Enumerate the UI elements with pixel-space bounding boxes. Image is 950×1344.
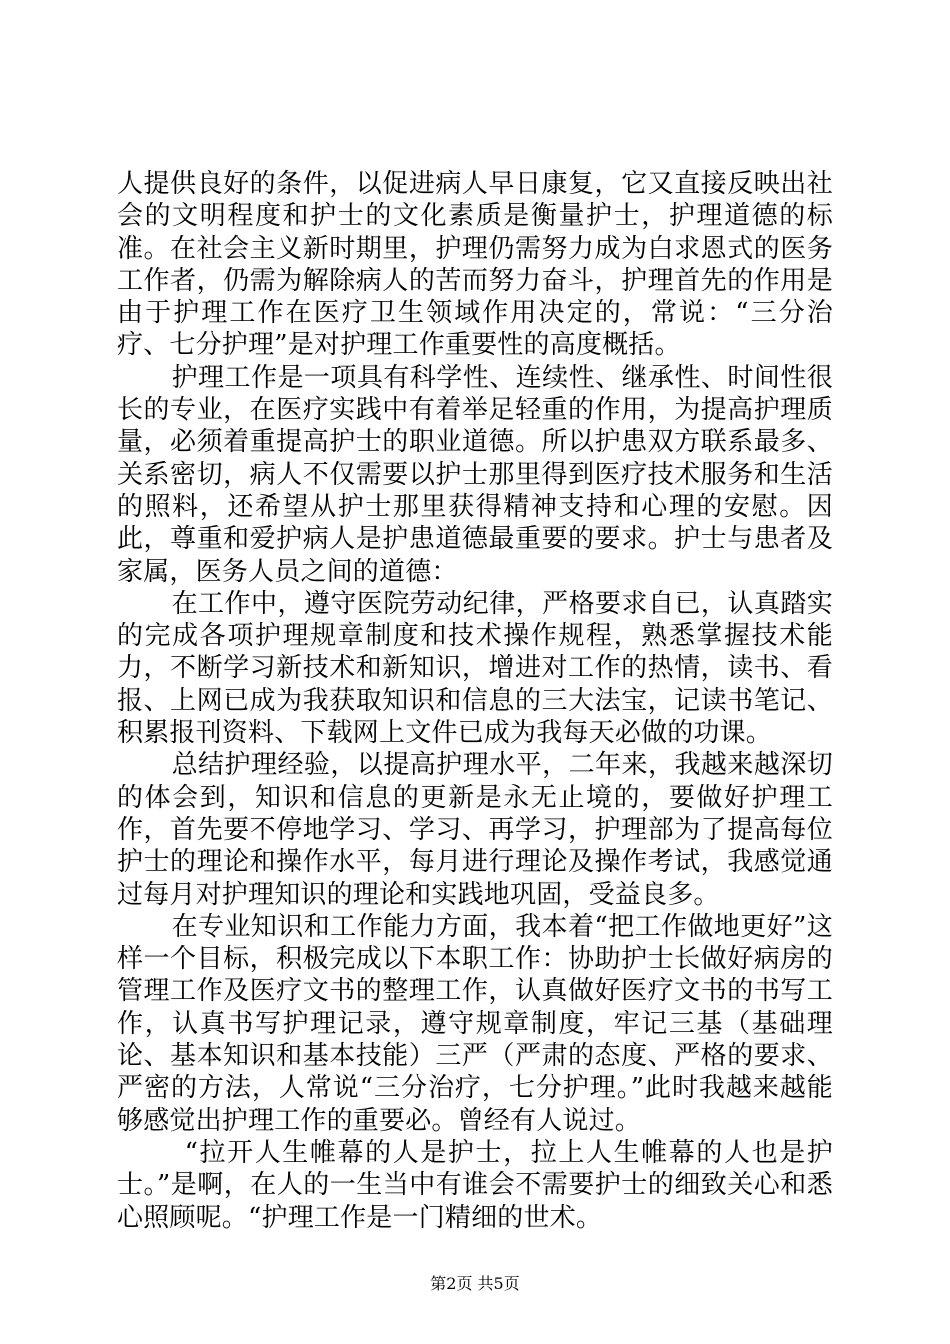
paragraph-3: 在工作中，遵守医院劳动纪律，严格要求自已，认真踏实的完成各项护理规章制度和技术操作规程，熟悉掌握技术能力，不断学习新技术和新知识，增进对工作的热情，读书、看报、上网已成为我获取知识和信息的三大法宝，记读书笔记、积累报刊资料、下载网上文件已成为我每天必做的功课。	[117, 588, 833, 749]
paragraph-6: “拉开人生帷幕的人是护士，拉上人生帷幕的人也是护士。”是啊，在人的一生当中有谁会不需要护士的细致关心和悉心照顾呢。“护理工作是一门精细的世术。	[117, 1137, 833, 1233]
paragraph-4: 总结护理经验，以提高护理水平，二年来，我越来越深切的体会到，知识和信息的更新是永无止境的，要做好护理工作，首先要不停地学习、学习、再学习，护理部为了提高每位护士的理论和操作水平，每月进行理论及操作考试，我感觉通过每月对护理知识的理论和实践地巩固，受益良多。	[117, 750, 833, 910]
paragraph-5: 在专业知识和工作能力方面，我本着“把工作做地更好”这样一个目标，积极完成以下本职工作：协助护士长做好病房的管理工作及医疗文书的整理工作，认真做好医疗文书的书写工作，认真书写护理记录，遵守规章制度，牢记三基（基础理论、基本知识和基本技能）三严（严肃的态度、严格的要求、严密的方法，人常说“三分治疗，七分护理。”此时我越来越能够感觉出护理工作的重要必。曾经有人说过。	[117, 911, 833, 1136]
page-number-footer: 第2页 共5页	[430, 1274, 520, 1293]
document-body	[117, 168, 833, 1234]
paragraph-1: 人提供良好的条件，以促进病人早日康复，它又直接反映出社会的文明程度和护士的文化素质是衡量护士，护理道德的标准。在社会主义新时期里，护理仍需努力成为白求恩式的医务工作者，仍需为解除病人的苦而努力奋斗，护理首先的作用是由于护理工作在医疗卫生领域作用决定的，常说：“三分治疗、七分护理”是对护理工作重要性的高度概括。	[117, 169, 833, 361]
paragraph-2: 护理工作是一项具有科学性、连续性、继承性、时间性很长的专业，在医疗实践中有着举足轻重的作用，为提高护理质量，必须着重提高护士的职业道德。所以护患双方联系最多、关系密切，病人不仅需要以护士那里得到医疗技术服务和生活的照料，还希望从护士那里获得精神支持和心理的安慰。因此，尊重和爱护病人是护患道德最重要的要求。护士与患者及家属，医务人员之间的道德：	[117, 362, 833, 587]
